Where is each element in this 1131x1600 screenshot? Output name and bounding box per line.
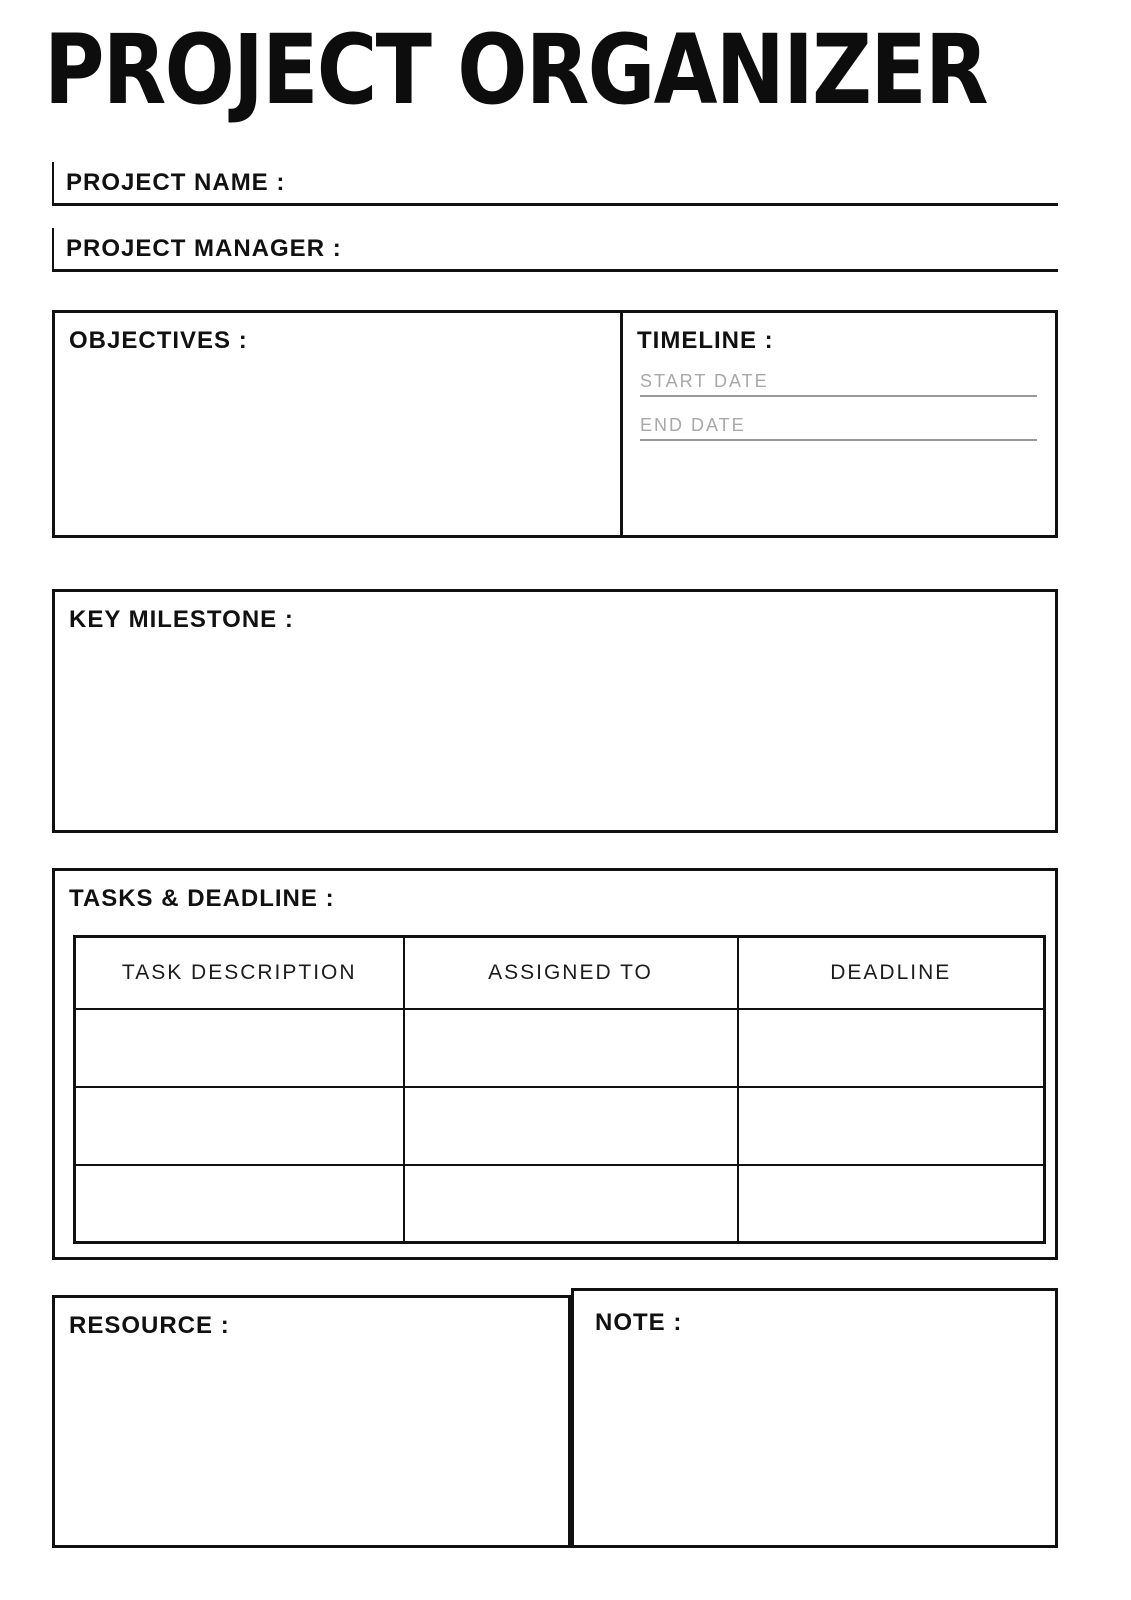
key-milestone-label: KEY MILESTONE : (69, 606, 294, 633)
deadline-cell[interactable] (738, 1087, 1045, 1165)
key-milestone-input-area[interactable] (55, 638, 1055, 830)
key-milestone-box (52, 589, 1058, 833)
resource-input-area[interactable] (55, 1344, 568, 1545)
project-name-field (52, 162, 1058, 206)
table-row (75, 1009, 1045, 1087)
start-date-line (640, 395, 1037, 397)
header-deadline: DEADLINE (738, 937, 1045, 1009)
deadline-cell[interactable] (738, 1009, 1045, 1087)
tasks-deadline-box (52, 868, 1058, 1260)
task-description-cell[interactable] (75, 1165, 404, 1243)
task-description-cell[interactable] (75, 1087, 404, 1165)
tasks-table (73, 935, 1046, 1244)
table-row (75, 1087, 1045, 1165)
deadline-cell[interactable] (738, 1165, 1045, 1243)
project-name-input[interactable] (285, 162, 1058, 203)
objectives-section (55, 313, 620, 535)
assigned-to-cell[interactable] (404, 1087, 738, 1165)
project-name-label: PROJECT NAME : (66, 168, 286, 196)
objectives-label: OBJECTIVES : (69, 327, 248, 354)
note-input-area[interactable] (574, 1337, 1055, 1545)
start-date-label: START DATE (640, 371, 769, 391)
project-manager-input[interactable] (342, 228, 1058, 269)
end-date-line (640, 439, 1037, 441)
page-title: PROJECT ORGANIZER (44, 14, 987, 126)
tasks-deadline-label: TASKS & DEADLINE : (69, 885, 335, 912)
resource-label: RESOURCE : (69, 1312, 230, 1339)
note-label: NOTE : (595, 1309, 683, 1336)
table-row (75, 1165, 1045, 1243)
objectives-timeline-box (52, 310, 1058, 538)
timeline-label: TIMELINE : (637, 327, 774, 354)
project-manager-field (52, 228, 1058, 272)
end-date-field[interactable] (640, 415, 1037, 441)
assigned-to-cell[interactable] (404, 1165, 738, 1243)
end-date-label: END DATE (640, 415, 746, 435)
task-description-cell[interactable] (75, 1009, 404, 1087)
resource-box (52, 1295, 571, 1548)
header-assigned-to: ASSIGNED TO (404, 937, 738, 1009)
assigned-to-cell[interactable] (404, 1009, 738, 1087)
tasks-table-header-row (75, 937, 1045, 1009)
objectives-input-area[interactable] (55, 359, 620, 535)
start-date-field[interactable] (640, 371, 1037, 397)
project-manager-label: PROJECT MANAGER : (66, 234, 342, 262)
header-task-description: TASK DESCRIPTION (75, 937, 404, 1009)
note-box (571, 1288, 1058, 1548)
timeline-section (620, 313, 1055, 535)
